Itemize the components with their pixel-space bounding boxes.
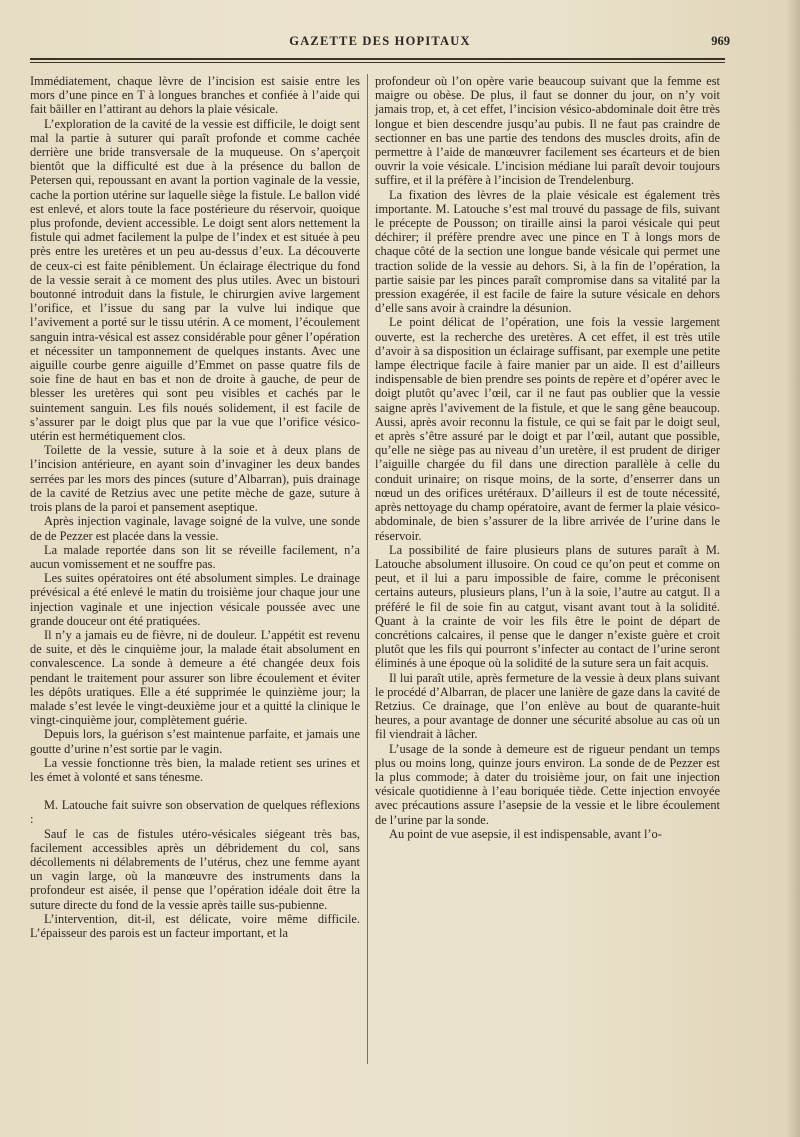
header-rule-thin: [30, 62, 725, 63]
header-rule: [30, 58, 725, 60]
paragraph: La possibilité de faire plusieurs plans de sutures paraît à M. Latouche absolument illusoire. On coud ce qu’on peut et comme on peut, et il lui a paru impossible de faire, comme le préconisent certains auteurs, plusieurs plans, l’un à la soie, l’autre au catgut. Il a préféré le fil de soie fin au catgut, visant avant tout à la solidité. Quant à la crainte de voir les fils être le point de départ de concrétions calcaires, il pense que le danger n’existe guère et croit plutôt que les fils qui pourront s’infecter au contact de l’urine seront éliminés à une époque où la solidité de la suture sera un fait acquis.: [375, 542, 720, 671]
paragraph: profondeur où l’on opère varie beaucoup suivant que la femme est maigre ou obèse. De plus, il faut se donner du jour, on n’y voit jamais trop, et, à cet effet, l’incision vésico-abdominale doit être très longue et bien descendre jusqu’au pubis. Il ne faut pas craindre de sectionner en bas une partie des tendons des muscles droits, afin de permettre à l’aide de manœuvrer facilement ses écarteurs et de bien ouvrir la voie vésicale. L’incision médiane lui paraît devoir toujours suffire, et il la préfère à l’incision de Trendelenburg.: [375, 74, 720, 188]
left-column: [30, 74, 360, 940]
paragraph: Toilette de la vessie, suture à la soie et à deux plans de l’incision antérieure, en ayant soin d’invaginer les deux bandes serrées par les mors des pinces (suture d’Albarran), puis drainage de la cavité de Retzius avec une petite mèche de gaze, suture à trois plans de la paroi et pansement aseptique.: [30, 443, 360, 515]
page-number: 969: [711, 34, 730, 48]
paragraph: Depuis lors, la guérison s’est maintenue parfaite, et jamais une goutte d’urine n’est sortie par le vagin.: [30, 727, 360, 756]
paragraph: Sauf le cas de fistules utéro-vésicales siégeant très bas, facilement accessibles après un débridement du col, sans décollements ni délabrements de l’utérus, chez une femme ayant un vagin large, où la manœuvre des instruments dans la profondeur est aisée, il pense que l’opération idéale doit être la suture directe du fond de la vessie après taille sus-pubienne.: [30, 826, 360, 912]
paragraph: La fixation des lèvres de la plaie vésicale est également très importante. M. Latouche s’est mal trouvé du passage de fils, suivant le précepte de Pousson; on tiraille ainsi la paroi vésicale qui peut déchirer; il préfère prendre avec une pince en T à longs mors de chaque côté de la section une longue bande vésicale qui permet une traction solide de la vessie au dehors. Si, à la fin de l’opération, la partie saisie par les pinces paraît compromise dans sa vitalité par la pression exagérée, il est facile de faire la suture vésicale en dehors d’elle sans avoir à craindre la désunion.: [375, 187, 720, 316]
paragraph: Le point délicat de l’opération, une fois la vessie largement ouverte, est la recherche des uretères. A cet effet, il est très utile d’avoir à sa disposition un éclairage suffisant, par exemple une petite lampe électrique facile à faire manier par un aide. Il est d’ailleurs indispensable de bien prendre ses points de repère et d’opérer avec le doigt plutôt qu’avec l’œil, car il ne faut pas oublier que la vessie saigne après l’avivement de la fistule, et que le sang gêne beaucoup. Aussi, après avoir reconnu la fistule, ce qui se fait par le doigt seul, et après s’être assuré par le doigt et par l’œil, autant que possible, qu’elle ne siège pas au niveau d’un uretère, il est prudent de diriger l’aiguille chargée du fil dans une direction parallèle à celle du conduit urinaire; on risque moins, de la sorte, d’enserrer dans un nœud un des orifices urétéraux. D’ailleurs il est de toute nécessité, après nettoyage du champ opératoire, avant de fermer la plaie vésico-abdominale, de bien s’assurer de la libre arrivée de l’urine dans le réservoir.: [375, 315, 720, 543]
paragraph: Après injection vaginale, lavage soigné de la vulve, une sonde de de Pezzer est placée dans la vessie.: [30, 514, 360, 543]
paragraph: Les suites opératoires ont été absolument simples. Le drainage prévésical a été enlevé le matin du troisième jour chaque jour une injection vaginale et une injection vésicale poussée avec une grande douceur ont été pratiquées.: [30, 571, 360, 628]
paragraph: M. Latouche fait suivre son observation de quelques réflexions :: [30, 798, 360, 827]
paragraph: L’usage de la sonde à demeure est de rigueur pendant un temps plus ou moins long, quinze jours environ. La sonde de de Pezzer est la plus commode; à dater du troisième jour, on fait une injection vésicale quotidienne à l’eau boriquée tiède. Cette injection envoyée avec précautions assure l’asepsie de la vessie et le libre écoulement de l’urine par la sonde.: [375, 741, 720, 827]
running-head-title: GAZETTE DES HOPITAUX: [289, 34, 471, 48]
paragraph: Il n’y a jamais eu de fièvre, ni de douleur. L’appétit est revenu de suite, et dès le cinquième jour, la malade était absolument en convalescence. La sonde à demeure a été changée deux fois pendant le traitement pour assurer son libre écoulement et éviter les dépôts uratiques. Elle a été supprimée le quinzième jour; la malade s’est levée le vingt-deuxième jour et a quitté la clinique le vingt-cinquième jour, complètement guérie.: [30, 627, 360, 728]
page-header: [30, 34, 730, 54]
paragraph: Au point de vue asepsie, il est indispensable, avant l’o-: [389, 826, 662, 841]
paragraph: L’intervention, dit-il, est délicate, voire même difficile. L’épaisseur des parois est un facteur important, et la: [30, 911, 360, 940]
paragraph: La malade reportée dans son lit se réveille facilement, n’a aucun vomissement et ne souffre pas.: [30, 542, 360, 571]
paragraph: Il lui paraît utile, après fermeture de la vessie à deux plans suivant le procédé d’Albarran, de placer une lanière de gaze dans la cavité de Retzius. Ce drainage, que l’on enlève au bout de quarante-huit heures, a pour avantage de donner une sécurité absolue au cas où un fil viendrait à lâcher.: [375, 670, 720, 742]
page-edge-shadow: [786, 0, 800, 1137]
paragraph: L’exploration de la cavité de la vessie est difficile, le doigt sent mal la partie à suturer qui paraît profonde et comme cachée derrière une bride transversale de la muqueuse. On s’aperçoit bientôt que la difficulté est due à la présence du ballon de Petersen qui, repoussant en avant la portion vaginale de la vessie, cache la portion utérine sur laquelle siège la fistule. Le ballon vidé est enlevé, et alors toute la face postérieure du réservoir, quoique plus profonde, devient accessible. Le doigt sent alors nettement la fistule qui admet facilement la pulpe de l’index et est située à peu près entre les uretères et un peu au-dessus d’eux. La découverte de ceux-ci est faite péniblement. Un éclairage électrique du fond de la vessie serait à ce moment des plus utiles. Avec un bistouri boutonné introduit dans la fistule, le chirurgien avive largement l’orifice, et l’issue du sang par la vulve lui indique que l’avivement a porté sur le tissu utérin. A ce moment, l’écoulement sanguin intra-vésical est assez considérable pour gêner l’opération et nécessiter un tamponnement de quelques instants. Avec une aiguille courbe genre aiguille d’Emmet on passe quatre fils de soie fine de haut en bas et non de droite à gauche, de peur de blesser les uretères qui sont peu visibles et cachés par le suintement sanguin. Les fils noués solidement, il est facile de s’assurer par le doigt plus que par la vue que l’orifice vésico-utérin est hermétiquement clos.: [30, 116, 360, 444]
paragraph: La vessie fonctionne très bien, la malade retient ses urines et les émet à volonté et sans ténesme.: [30, 755, 360, 784]
column-divider: [367, 74, 368, 1064]
paragraph: Immédiatement, chaque lèvre de l’incision est saisie entre les mors d’une pince en T à longues branches et confiée à l’aide qui fait bâiller en l’attirant au dehors la plaie vésicale.: [30, 74, 360, 117]
right-column: [375, 74, 720, 841]
